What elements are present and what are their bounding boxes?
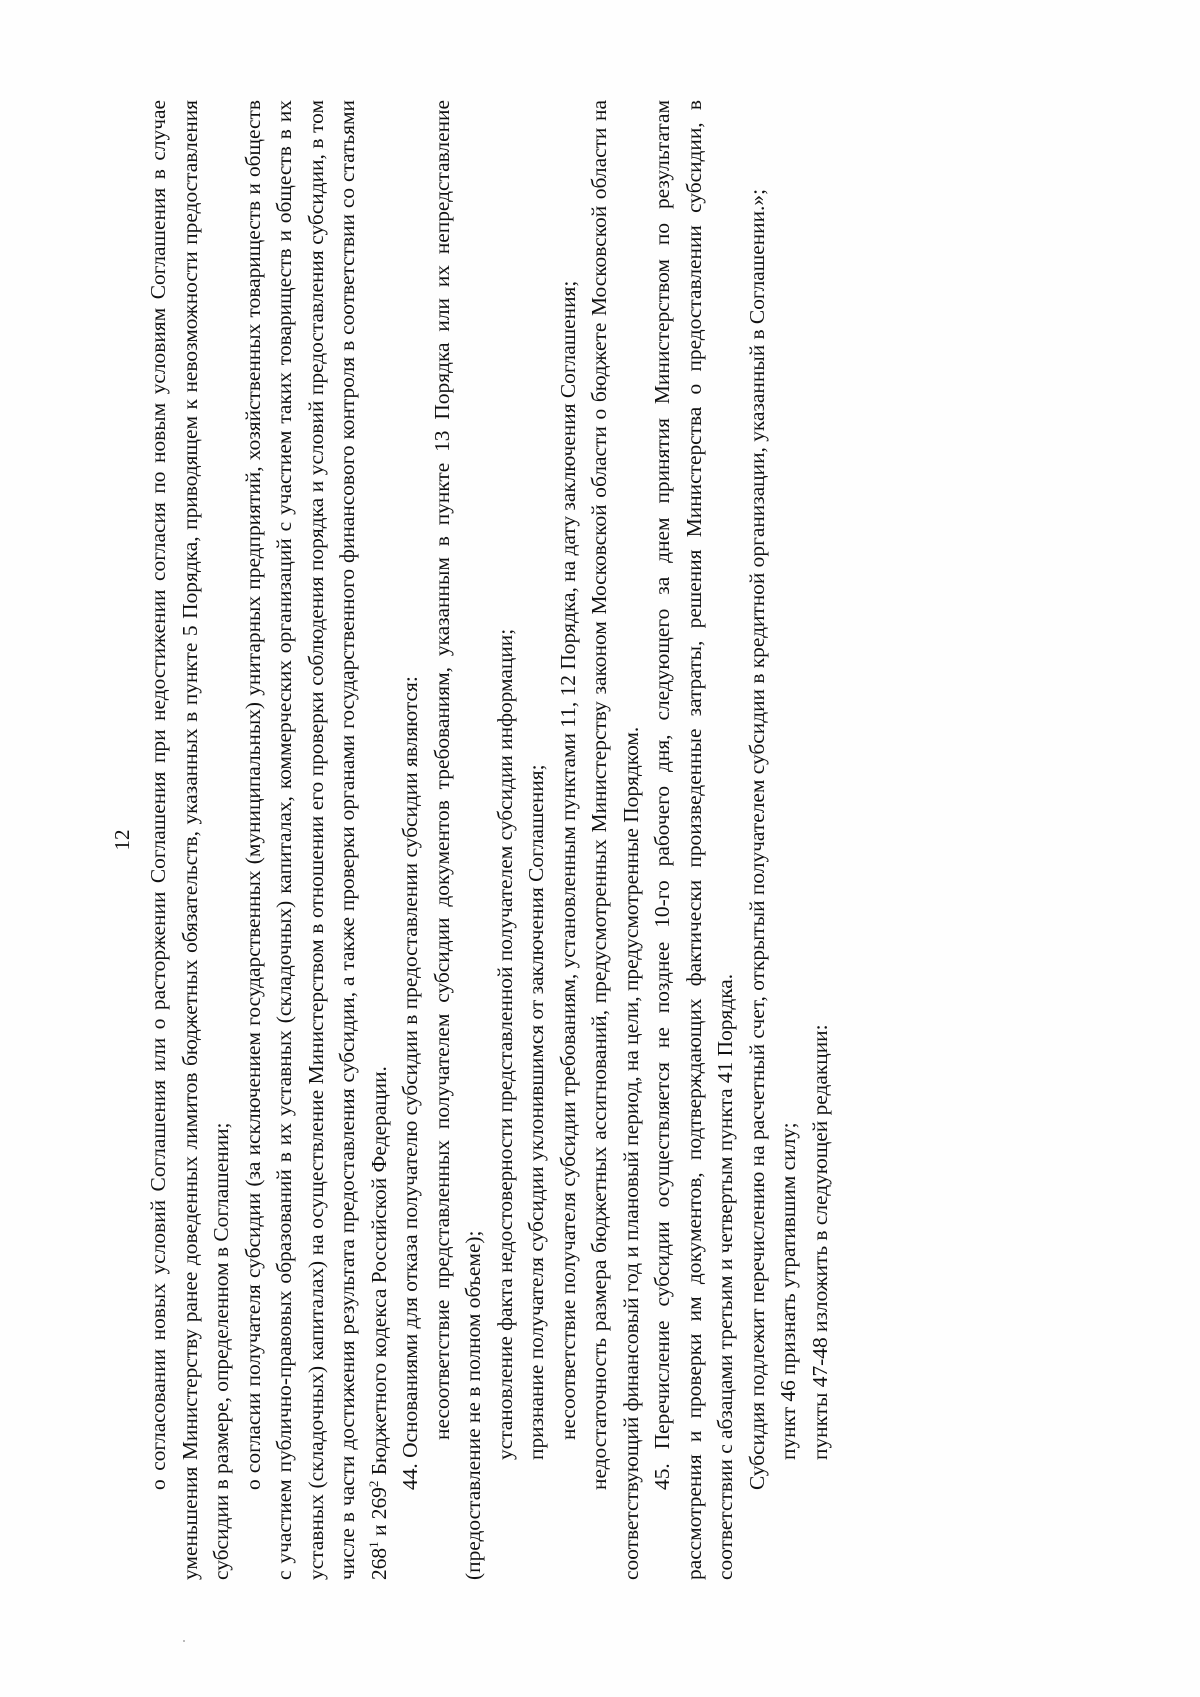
paragraph-text: о согласии получателя субсидии (за исключением государственных (муниципальных) унитарных предприятий, хозяйственных товариществ и обществ с участием публично-правовых образований в их уставных (складочных) капиталах, коммерческих организаций с участием таких товариществ и обществ в их уставных (складочных) капиталах) на осуществление Министерством в отношении его проверки соблюдения порядка и условий предоставления субсидии, в том числе в части достижения результата предоставления субсидии, а также проверки органами государственного финансового контроля в соответствии со статьями 268 bbox=[240, 100, 391, 1580]
list-item: признание получателя субсидии уклонившимся от заключения Соглашения; bbox=[524, 764, 548, 1460]
superscript: 1 bbox=[365, 1541, 381, 1548]
page-number: 12 bbox=[110, 829, 134, 851]
superscript: 2 bbox=[365, 1480, 381, 1488]
paragraph-text: и 269 bbox=[366, 1487, 391, 1537]
paragraph: недостаточность размера бюджетных ассигнований, предусмотренных Министерству законом Московской области о бюджете Московской области на соответствующий финансовый год и плановый период, на цели, предусмотренные Порядком. bbox=[587, 100, 643, 1580]
rotated-text-block bbox=[110, 100, 836, 1580]
paragraph: несоответствие получателя субсидии требованиям, установленным пунктами 11, 12 Порядка, на дату заключения Соглашения; bbox=[555, 280, 580, 1440]
paragraph-with-footnote-refs bbox=[238, 100, 396, 1580]
paragraph: Субсидия подлежит перечислению на расчетный счет, открытый получателем субсидии в кредитной организации, указанный в Соглашении.»; bbox=[744, 188, 769, 1490]
scan-speck bbox=[183, 1640, 185, 1642]
paragraph: 44. Основаниями для отказа получателю субсидии в предоставлении субсидии являются: bbox=[398, 676, 422, 1490]
list-item: пункт 46 признать утратившим силу; bbox=[776, 1122, 800, 1460]
paragraph: 45. Перечисление субсидии осуществляется не позднее 10-го рабочего дня, следующего за днем принятия Министерством по результатам рассмотрения и проверки им документов, подтверждающих фактически произведенные затраты, решения Министерства о предоставлении субсидии, в соответствии с абзацами третьим и четвертым пункта 41 Порядка. bbox=[650, 100, 737, 1580]
list-item: пункты 47-48 изложить в следующей редакции: bbox=[807, 1024, 832, 1460]
paragraph: о согласовании новых условий Соглашения или о расторжении Соглашения при недостижении согласия по новым условиям Соглашения в случае уменьшения Министерству ранее доведенных лимитов бюджетных обязательств, указанных в пункте 5 Порядка, приводящем к невозможности предоставления субсидии в размере, определенном в Соглашении; bbox=[146, 100, 233, 1580]
list-item: установление факта недостоверности представленной получателем субсидии информации; bbox=[492, 628, 517, 1460]
paragraph: несоответствие представленных получателем субсидии документов требованиям, указанным в пункте 13 Порядка или их непредставление (предоставление не в полном объеме); bbox=[429, 100, 485, 1580]
paragraph-text: Бюджетного кодекса Российской Федерации. bbox=[366, 1066, 391, 1476]
